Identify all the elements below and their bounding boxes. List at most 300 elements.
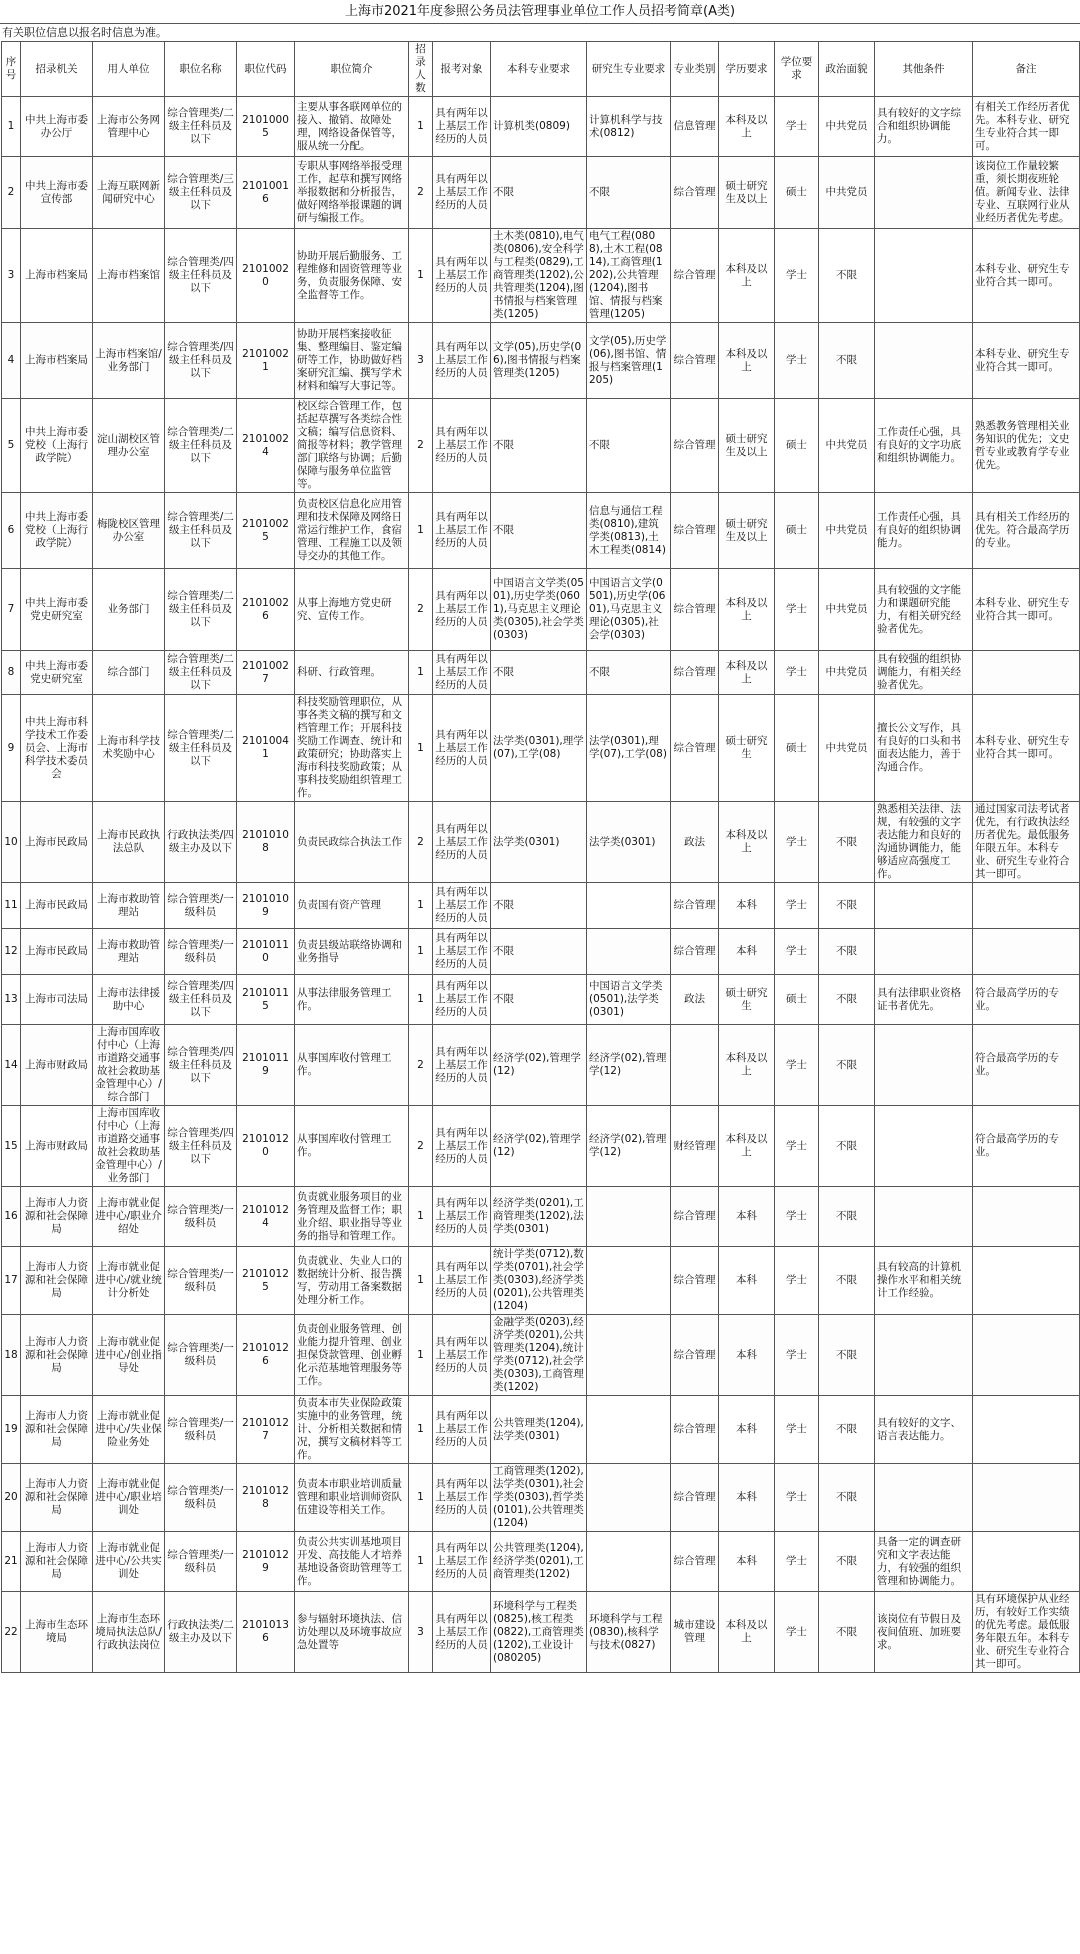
cell-seq: 8 (2, 651, 21, 695)
cell-bachelor-major: 不限 (491, 883, 587, 929)
cell-graduate-major: 中国语言文学(0501),历史学(0601),马克思主义理论(0305),社会学(0303) (587, 569, 671, 651)
cell-agency: 上海市人力资源和社会保障局 (21, 1532, 93, 1592)
cell-political: 不限 (819, 1187, 875, 1247)
cell-code: 21010041 (237, 695, 295, 802)
cell-graduate-major: 经济学(02),管理学(12) (587, 1025, 671, 1106)
table-row (2, 975, 1080, 1025)
cell-code: 21010125 (237, 1247, 295, 1315)
cell-desc: 负责国有资产管理 (295, 883, 409, 929)
table-row (2, 323, 1080, 399)
header-other: 其他条件 (875, 42, 973, 97)
cell-remarks (973, 883, 1080, 929)
cell-target: 具有两年以上基层工作经历的人员 (433, 569, 491, 651)
cell-remarks (973, 1396, 1080, 1464)
cell-bachelor-major: 统计学类(0712),数学类(0701),社会学类(0303),经济学类(0201),公共管理类(1204) (491, 1247, 587, 1315)
cell-count: 1 (409, 229, 433, 323)
cell-graduate-major: 信息与通信工程类(0810),建筑学类(0813),土木工程类(0814) (587, 493, 671, 569)
cell-position: 综合管理类/一级科员 (165, 1315, 237, 1396)
cell-employer: 梅陇校区管理办公室 (93, 493, 165, 569)
cell-count: 1 (409, 929, 433, 975)
cell-political: 不限 (819, 1315, 875, 1396)
cell-other (875, 1315, 973, 1396)
cell-bachelor-major: 环境科学与工程类(0825),核工程类(0822),工商管理类(1202),工业设计(080205) (491, 1592, 587, 1673)
cell-position: 综合管理类/一级科员 (165, 1532, 237, 1592)
cell-bachelor-major: 文学(05),历史学(06),图书情报与档案管理类(1205) (491, 323, 587, 399)
cell-political: 不限 (819, 883, 875, 929)
cell-education: 本科 (719, 1187, 775, 1247)
cell-target: 具有两年以上基层工作经历的人员 (433, 1532, 491, 1592)
header-target: 报考对象 (433, 42, 491, 97)
cell-other (875, 1106, 973, 1187)
cell-position: 综合管理类/一级科员 (165, 883, 237, 929)
cell-position: 综合管理类/二级主任科员及以下 (165, 97, 237, 157)
table-row (2, 1396, 1080, 1464)
cell-seq: 20 (2, 1464, 21, 1532)
cell-category: 财经管理 (671, 1106, 719, 1187)
cell-seq: 6 (2, 493, 21, 569)
cell-code: 21010024 (237, 399, 295, 493)
cell-political: 不限 (819, 1247, 875, 1315)
table-row (2, 1464, 1080, 1532)
cell-desc: 参与辐射环境执法、信访处理以及环境事故应急处置等 (295, 1592, 409, 1673)
cell-political: 不限 (819, 802, 875, 883)
cell-bachelor-major: 中国语言文学类(0501),历史学类(0601),马克思主义理论类(0305),社会学类(0303) (491, 569, 587, 651)
cell-count: 2 (409, 399, 433, 493)
cell-political: 不限 (819, 1592, 875, 1673)
table-row (2, 1592, 1080, 1673)
cell-target: 具有两年以上基层工作经历的人员 (433, 1592, 491, 1673)
cell-category: 政法 (671, 975, 719, 1025)
cell-count: 1 (409, 1396, 433, 1464)
cell-count: 1 (409, 1532, 433, 1592)
cell-degree: 学士 (775, 229, 819, 323)
cell-code: 21010127 (237, 1396, 295, 1464)
cell-agency: 中共上海市委党校（上海行政学院） (21, 399, 93, 493)
cell-agency: 上海市档案局 (21, 323, 93, 399)
cell-education: 本科及以上 (719, 97, 775, 157)
cell-degree: 学士 (775, 1592, 819, 1673)
cell-agency: 上海市人力资源和社会保障局 (21, 1396, 93, 1464)
header-graduate-major: 研究生专业要求 (587, 42, 671, 97)
cell-seq: 19 (2, 1396, 21, 1464)
cell-degree: 学士 (775, 1187, 819, 1247)
cell-education: 本科 (719, 1315, 775, 1396)
cell-graduate-major (587, 1315, 671, 1396)
cell-category: 信息管理 (671, 97, 719, 157)
cell-graduate-major (587, 1396, 671, 1464)
cell-bachelor-major: 经济学(02),管理学(12) (491, 1025, 587, 1106)
cell-agency: 上海市人力资源和社会保障局 (21, 1247, 93, 1315)
cell-category: 综合管理 (671, 157, 719, 229)
cell-seq: 17 (2, 1247, 21, 1315)
cell-desc: 负责公共实训基地项目开发、高技能人才培养基地设备资助管理等工作。 (295, 1532, 409, 1592)
cell-other: 工作责任心强，具有良好的文字功底和组织协调能力。 (875, 399, 973, 493)
cell-position: 综合管理类/二级主任科员及以下 (165, 399, 237, 493)
cell-employer: 上海市就业促进中心/失业保险业务处 (93, 1396, 165, 1464)
cell-count: 1 (409, 1187, 433, 1247)
table-row (2, 1315, 1080, 1396)
cell-remarks (973, 1464, 1080, 1532)
cell-graduate-major: 法学(0301),理学(07),工学(08) (587, 695, 671, 802)
cell-political: 中共党员 (819, 695, 875, 802)
table-header-row (2, 42, 1080, 97)
cell-desc: 科技奖励管理职位，从事各类文稿的撰写和文档管理工作；开展科技奖励工作调查、统计和政策研究；协助落实上海市科技奖励政策；从事科技奖励组织管理工作。 (295, 695, 409, 802)
cell-target: 具有两年以上基层工作经历的人员 (433, 97, 491, 157)
cell-other: 该岗位有节假日及夜间值班、加班要求。 (875, 1592, 973, 1673)
cell-bachelor-major: 计算机类(0809) (491, 97, 587, 157)
cell-political: 中共党员 (819, 569, 875, 651)
cell-desc: 从事国库收付管理工作。 (295, 1025, 409, 1106)
cell-other: 具有较高的计算机操作水平和相关统计工作经验。 (875, 1247, 973, 1315)
cell-category: 综合管理 (671, 323, 719, 399)
cell-code: 21010136 (237, 1592, 295, 1673)
cell-education: 本科 (719, 1247, 775, 1315)
table-row (2, 1247, 1080, 1315)
cell-education: 本科及以上 (719, 229, 775, 323)
cell-position: 综合管理类/一级科员 (165, 1464, 237, 1532)
cell-remarks: 本科专业、研究生专业符合其一即可。 (973, 695, 1080, 802)
cell-employer: 淀山湖校区管理办公室 (93, 399, 165, 493)
cell-graduate-major (587, 1247, 671, 1315)
cell-graduate-major (587, 929, 671, 975)
cell-graduate-major: 环境科学与工程(0830),核科学与技术(0827) (587, 1592, 671, 1673)
cell-remarks (973, 1532, 1080, 1592)
cell-education: 本科 (719, 929, 775, 975)
cell-degree: 硕士 (775, 695, 819, 802)
cell-code: 21010128 (237, 1464, 295, 1532)
cell-agency: 上海市档案局 (21, 229, 93, 323)
cell-political: 不限 (819, 323, 875, 399)
cell-political: 不限 (819, 975, 875, 1025)
header-degree: 学位要求 (775, 42, 819, 97)
cell-graduate-major (587, 1532, 671, 1592)
cell-bachelor-major: 不限 (491, 651, 587, 695)
cell-desc: 协助开展后勤服务、工程维修和固资管理等业务，负责服务保障、安全监督等工作。 (295, 229, 409, 323)
cell-political: 中共党员 (819, 493, 875, 569)
table-row (2, 1025, 1080, 1106)
cell-position: 综合管理类/二级主任科员及以下 (165, 695, 237, 802)
cell-bachelor-major: 法学类(0301) (491, 802, 587, 883)
cell-code: 21010124 (237, 1187, 295, 1247)
cell-category: 政法 (671, 802, 719, 883)
header-bachelor-major: 本科专业要求 (491, 42, 587, 97)
cell-desc: 主要从事各联网单位的接入、撤销、故障处理，网络设备保管等，服从统一分配。 (295, 97, 409, 157)
cell-position: 综合管理类/四级主任科员及以下 (165, 1106, 237, 1187)
cell-remarks: 符合最高学历的专业。 (973, 1025, 1080, 1106)
cell-education: 本科及以上 (719, 1592, 775, 1673)
cell-target: 具有两年以上基层工作经历的人员 (433, 929, 491, 975)
cell-desc: 负责县级站联络协调和业务指导 (295, 929, 409, 975)
cell-political: 不限 (819, 1464, 875, 1532)
cell-category: 综合管理 (671, 1315, 719, 1396)
cell-degree: 学士 (775, 1396, 819, 1464)
cell-other (875, 229, 973, 323)
cell-code: 21010020 (237, 229, 295, 323)
cell-agency: 中共上海市委党史研究室 (21, 651, 93, 695)
cell-position: 综合管理类/二级主任科员及以下 (165, 493, 237, 569)
cell-seq: 11 (2, 883, 21, 929)
cell-category: 综合管理 (671, 493, 719, 569)
table-row (2, 1106, 1080, 1187)
cell-seq: 16 (2, 1187, 21, 1247)
cell-desc: 从事法律服务管理工作。 (295, 975, 409, 1025)
cell-political: 不限 (819, 929, 875, 975)
table-row (2, 651, 1080, 695)
cell-graduate-major: 经济学(02),管理学(12) (587, 1106, 671, 1187)
cell-desc: 负责本市职业培训质量管理和职业培训师资队伍建设等相关工作。 (295, 1464, 409, 1532)
cell-employer: 上海市就业促进中心/公共实训处 (93, 1532, 165, 1592)
cell-agency: 上海市财政局 (21, 1106, 93, 1187)
cell-category: 综合管理 (671, 883, 719, 929)
cell-target: 具有两年以上基层工作经历的人员 (433, 883, 491, 929)
cell-political: 中共党员 (819, 399, 875, 493)
cell-other (875, 929, 973, 975)
cell-employer: 上海市国库收付中心（上海市道路交通事故社会救助基金管理中心）/业务部门 (93, 1106, 165, 1187)
cell-graduate-major (587, 883, 671, 929)
cell-count: 1 (409, 883, 433, 929)
cell-category: 综合管理 (671, 569, 719, 651)
cell-degree: 学士 (775, 929, 819, 975)
cell-degree: 硕士 (775, 493, 819, 569)
cell-degree: 学士 (775, 883, 819, 929)
cell-remarks: 本科专业、研究生专业符合其一即可。 (973, 323, 1080, 399)
cell-degree: 学士 (775, 1247, 819, 1315)
cell-target: 具有两年以上基层工作经历的人员 (433, 1315, 491, 1396)
cell-employer: 上海市国库收付中心（上海市道路交通事故社会救助基金管理中心）/综合部门 (93, 1025, 165, 1106)
cell-education: 本科 (719, 1532, 775, 1592)
cell-other (875, 1464, 973, 1532)
cell-target: 具有两年以上基层工作经历的人员 (433, 229, 491, 323)
cell-agency: 中共上海市委党史研究室 (21, 569, 93, 651)
cell-agency: 中共上海市委党校（上海行政学院） (21, 493, 93, 569)
cell-seq: 14 (2, 1025, 21, 1106)
cell-position: 综合管理类/一级科员 (165, 1396, 237, 1464)
cell-position: 综合管理类/三级主任科员及以下 (165, 157, 237, 229)
cell-count: 1 (409, 975, 433, 1025)
cell-target: 具有两年以上基层工作经历的人员 (433, 802, 491, 883)
cell-code: 21010026 (237, 569, 295, 651)
cell-category: 城市建设管理 (671, 1592, 719, 1673)
cell-position: 综合管理类/一级科员 (165, 1247, 237, 1315)
cell-degree: 硕士 (775, 975, 819, 1025)
cell-education: 硕士研究生 (719, 975, 775, 1025)
cell-education: 硕士研究生 (719, 695, 775, 802)
cell-target: 具有两年以上基层工作经历的人员 (433, 157, 491, 229)
cell-degree: 学士 (775, 1464, 819, 1532)
cell-desc: 负责民政综合执法工作 (295, 802, 409, 883)
cell-category (671, 1025, 719, 1106)
cell-seq: 21 (2, 1532, 21, 1592)
cell-code: 21010126 (237, 1315, 295, 1396)
cell-desc: 负责就业、失业人口的数据统计分析、报告撰写，劳动用工备案数据处理分析工作。 (295, 1247, 409, 1315)
cell-employer: 上海市救助管理站 (93, 883, 165, 929)
cell-degree: 学士 (775, 651, 819, 695)
cell-seq: 4 (2, 323, 21, 399)
cell-target: 具有两年以上基层工作经历的人员 (433, 1396, 491, 1464)
cell-desc: 科研、行政管理。 (295, 651, 409, 695)
cell-bachelor-major: 金融学类(0203),经济学类(0201),公共管理类(1204),统计学类(0712),社会学类(0303),工商管理类(1202) (491, 1315, 587, 1396)
cell-count: 2 (409, 1106, 433, 1187)
cell-graduate-major: 文学(05),历史学(06),图书馆、情报与档案管理(1205) (587, 323, 671, 399)
cell-employer: 上海市科学技术奖励中心 (93, 695, 165, 802)
cell-education: 本科及以上 (719, 1025, 775, 1106)
table-row (2, 569, 1080, 651)
cell-count: 1 (409, 695, 433, 802)
cell-code: 21010021 (237, 323, 295, 399)
cell-target: 具有两年以上基层工作经历的人员 (433, 323, 491, 399)
cell-other (875, 883, 973, 929)
cell-degree: 学士 (775, 802, 819, 883)
cell-education: 本科及以上 (719, 569, 775, 651)
cell-other (875, 1025, 973, 1106)
cell-seq: 22 (2, 1592, 21, 1673)
cell-count: 2 (409, 802, 433, 883)
cell-remarks: 本科专业、研究生专业符合其一即可。 (973, 229, 1080, 323)
cell-degree: 学士 (775, 569, 819, 651)
cell-category: 综合管理 (671, 695, 719, 802)
cell-education: 本科 (719, 883, 775, 929)
cell-education: 本科 (719, 1464, 775, 1532)
cell-degree: 学士 (775, 1315, 819, 1396)
header-count: 招录人数 (409, 42, 433, 97)
cell-desc: 专职从事网络举报受理工作，起草和撰写网络举报数据和分析报告，做好网络举报课题的调研与编报工作。 (295, 157, 409, 229)
cell-bachelor-major: 公共管理类(1204),经济学类(0201),工商管理类(1202) (491, 1532, 587, 1592)
cell-category: 综合管理 (671, 1247, 719, 1315)
cell-other: 熟悉相关法律、法规，有较强的文字表达能力和良好的沟通协调能力，能够适应高强度工作。 (875, 802, 973, 883)
cell-remarks (973, 1187, 1080, 1247)
table-row (2, 157, 1080, 229)
cell-employer: 上海市法律援助中心 (93, 975, 165, 1025)
cell-code: 21010016 (237, 157, 295, 229)
cell-employer: 上海市民政执法总队 (93, 802, 165, 883)
cell-seq: 1 (2, 97, 21, 157)
info-note: 有关职位信息以报名时信息为准。 (2, 26, 167, 39)
cell-other: 具备一定的调查研究和文字表达能力，有较强的组织管理和协调能力。 (875, 1532, 973, 1592)
cell-position: 综合管理类/二级主任科员及以下 (165, 569, 237, 651)
cell-seq: 9 (2, 695, 21, 802)
cell-desc: 负责创业服务管理、创业能力提升管理、创业担保贷款管理、创业孵化示范基地管理服务等工作。 (295, 1315, 409, 1396)
page-title: 上海市2021年度参照公务员法管理事业单位工作人员招考简章(A类) (0, 0, 1080, 24)
cell-employer: 上海市就业促进中心/就业统计分析处 (93, 1247, 165, 1315)
cell-remarks (973, 1247, 1080, 1315)
header-code: 职位代码 (237, 42, 295, 97)
header-remarks: 备注 (973, 42, 1080, 97)
cell-remarks: 具有相关工作经历的优先。符合最高学历的专业。 (973, 493, 1080, 569)
cell-target: 具有两年以上基层工作经历的人员 (433, 1106, 491, 1187)
cell-agency: 上海市人力资源和社会保障局 (21, 1187, 93, 1247)
cell-remarks: 本科专业、研究生专业符合其一即可。 (973, 569, 1080, 651)
cell-bachelor-major: 不限 (491, 493, 587, 569)
cell-employer: 上海市就业促进中心/职业介绍处 (93, 1187, 165, 1247)
cell-agency: 上海市生态环境局 (21, 1592, 93, 1673)
cell-other: 具有较好的文字综合和组织协调能力。 (875, 97, 973, 157)
cell-position: 综合管理类/一级科员 (165, 1187, 237, 1247)
cell-position: 综合管理类/四级主任科员及以下 (165, 229, 237, 323)
cell-position: 综合管理类/四级主任科员及以下 (165, 1025, 237, 1106)
table-row (2, 399, 1080, 493)
cell-position: 综合管理类/四级主任科员及以下 (165, 975, 237, 1025)
cell-other: 具有较好的文字、语言表达能力。 (875, 1396, 973, 1464)
cell-desc: 负责本市失业保险政策实施中的业务管理，统计、分析相关数据和情况，撰写文稿材料等工作。 (295, 1396, 409, 1464)
cell-other: 擅长公文写作，具有良好的口头和书面表达能力，善于沟通合作。 (875, 695, 973, 802)
cell-category: 综合管理 (671, 651, 719, 695)
cell-agency: 上海市人力资源和社会保障局 (21, 1464, 93, 1532)
cell-degree: 硕士 (775, 157, 819, 229)
cell-political: 中共党员 (819, 97, 875, 157)
cell-target: 具有两年以上基层工作经历的人员 (433, 493, 491, 569)
cell-position: 综合管理类/四级主任科员及以下 (165, 323, 237, 399)
cell-count: 3 (409, 1592, 433, 1673)
cell-bachelor-major: 经济学类(0201),工商管理类(1202),法学类(0301) (491, 1187, 587, 1247)
cell-employer: 上海市档案馆/业务部门 (93, 323, 165, 399)
cell-graduate-major: 法学类(0301) (587, 802, 671, 883)
cell-category: 综合管理 (671, 1187, 719, 1247)
cell-seq: 10 (2, 802, 21, 883)
cell-graduate-major: 中国语言文学类(0501),法学类(0301) (587, 975, 671, 1025)
cell-education: 硕士研究生及以上 (719, 493, 775, 569)
header-position: 职位名称 (165, 42, 237, 97)
cell-other: 具有较强的组织协调能力，有相关经验者优先。 (875, 651, 973, 695)
cell-employer: 上海市生态环境局执法总队/行政执法岗位 (93, 1592, 165, 1673)
cell-education: 本科 (719, 1396, 775, 1464)
cell-category: 综合管理 (671, 399, 719, 493)
cell-desc: 负责校区信息化应用管理和技术保障及网络日常运行维护工作，食宿管理、工程施工以及领导交办的其他工作。 (295, 493, 409, 569)
cell-agency: 中共上海市委宣传部 (21, 157, 93, 229)
cell-count: 2 (409, 1025, 433, 1106)
cell-employer: 上海市就业促进中心/创业指导处 (93, 1315, 165, 1396)
cell-position: 行政执法类/四级主办及以下 (165, 802, 237, 883)
cell-agency: 中共上海市委办公厅 (21, 97, 93, 157)
cell-education: 本科及以上 (719, 323, 775, 399)
cell-remarks: 通过国家司法考试者优先，有行政执法经历者优先。最低服务年限五年。本科专业、研究生专业符合其一即可。 (973, 802, 1080, 883)
cell-remarks (973, 1315, 1080, 1396)
cell-agency: 上海市财政局 (21, 1025, 93, 1106)
cell-desc: 协助开展档案接收征集、整理编目、鉴定编研等工作，协助做好档案研究汇编、撰写学术材料和编写大事记等。 (295, 323, 409, 399)
cell-bachelor-major: 工商管理类(1202),法学类(0301),社会学类(0303),哲学类(0101),公共管理类(1204) (491, 1464, 587, 1532)
cell-bachelor-major: 不限 (491, 157, 587, 229)
cell-category: 综合管理 (671, 1532, 719, 1592)
table-row (2, 802, 1080, 883)
cell-remarks (973, 929, 1080, 975)
cell-agency: 中共上海市科学技术工作委员会、上海市科学技术委员会 (21, 695, 93, 802)
header-seq: 序号 (2, 42, 21, 97)
cell-seq: 2 (2, 157, 21, 229)
cell-political: 中共党员 (819, 157, 875, 229)
cell-count: 1 (409, 1247, 433, 1315)
cell-remarks: 具有环境保护从业经历，有较好工作实绩的优先考虑。最低服务年限五年。本科专业、研究生专业符合其一即可。 (973, 1592, 1080, 1673)
cell-category: 综合管理 (671, 929, 719, 975)
cell-bachelor-major: 法学类(0301),理学(07),工学(08) (491, 695, 587, 802)
cell-degree: 学士 (775, 1532, 819, 1592)
cell-seq: 3 (2, 229, 21, 323)
cell-category: 综合管理 (671, 1464, 719, 1532)
cell-seq: 13 (2, 975, 21, 1025)
cell-seq: 7 (2, 569, 21, 651)
cell-code: 21010027 (237, 651, 295, 695)
cell-agency: 上海市民政局 (21, 929, 93, 975)
cell-position: 综合管理类/一级科员 (165, 929, 237, 975)
cell-position: 行政执法类/二级主办及以下 (165, 1592, 237, 1673)
cell-bachelor-major: 公共管理类(1204),法学类(0301) (491, 1396, 587, 1464)
cell-political: 不限 (819, 229, 875, 323)
cell-education: 本科及以上 (719, 802, 775, 883)
cell-agency: 上海市司法局 (21, 975, 93, 1025)
cell-graduate-major (587, 1187, 671, 1247)
cell-other: 工作责任心强，具有良好的组织协调能力。 (875, 493, 973, 569)
cell-degree: 硕士 (775, 399, 819, 493)
cell-desc: 从事国库收付管理工作。 (295, 1106, 409, 1187)
cell-seq: 12 (2, 929, 21, 975)
